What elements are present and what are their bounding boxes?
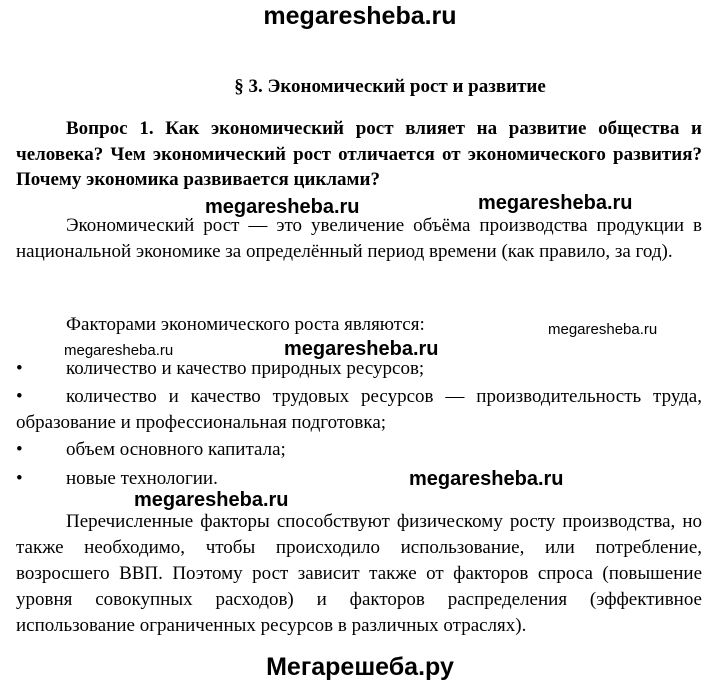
bullet-icon: •: [16, 386, 23, 407]
bullet-icon: •: [16, 439, 23, 460]
factor-list-item: [16, 384, 702, 436]
bullet-icon: •: [16, 468, 23, 489]
factor-text: количество и качество трудовых ресурсов — производительность труда, образование и профессиональная подготовка;: [16, 386, 702, 433]
question-text: Вопрос 1. Как экономический рост влияет на развитие общества и человека? Чем экономический рост отличается от экономического развития? Почему экономика развивается циклами?: [16, 118, 702, 190]
footer-watermark: Мегарешеба.ру: [266, 653, 454, 681]
conclusion-paragraph: Перечисленные факторы способствуют физическому росту производства, но также необходимо, чтобы происходило использование, или потребление, возросшего ВВП. Поэтому рост зависит также от факторов спроса (повышение уровня совокупных расходов) и факторов распределения (эффективное использование ограниченных ресурсов в различных отраслях).: [16, 511, 702, 636]
watermark: megaresheba.ru: [64, 342, 174, 359]
watermark: megaresheba.ru: [205, 196, 360, 218]
header-watermark: megaresheba.ru: [263, 2, 457, 30]
watermark: megaresheba.ru: [548, 321, 658, 338]
watermark: megaresheba.ru: [284, 338, 439, 360]
watermark: megaresheba.ru: [478, 192, 633, 214]
factor-text: количество и качество природных ресурсов;: [66, 358, 425, 379]
definition-paragraph: Экономический рост — это увеличение объёма производства продукции в национальной экономике за определённый период времени (как правило, за год).: [16, 215, 702, 262]
watermark: megaresheba.ru: [409, 468, 564, 490]
factors-intro: Факторами экономического роста являются:: [66, 314, 425, 335]
factor-text: объем основного капитала;: [66, 439, 286, 460]
watermark: megaresheba.ru: [134, 489, 289, 511]
section-title: § 3. Экономический рост и развитие: [234, 76, 546, 97]
factor-list-item: [16, 437, 702, 463]
factor-list-item: [16, 466, 702, 492]
bullet-icon: •: [16, 358, 23, 379]
factor-text: новые технологии.: [66, 468, 218, 489]
